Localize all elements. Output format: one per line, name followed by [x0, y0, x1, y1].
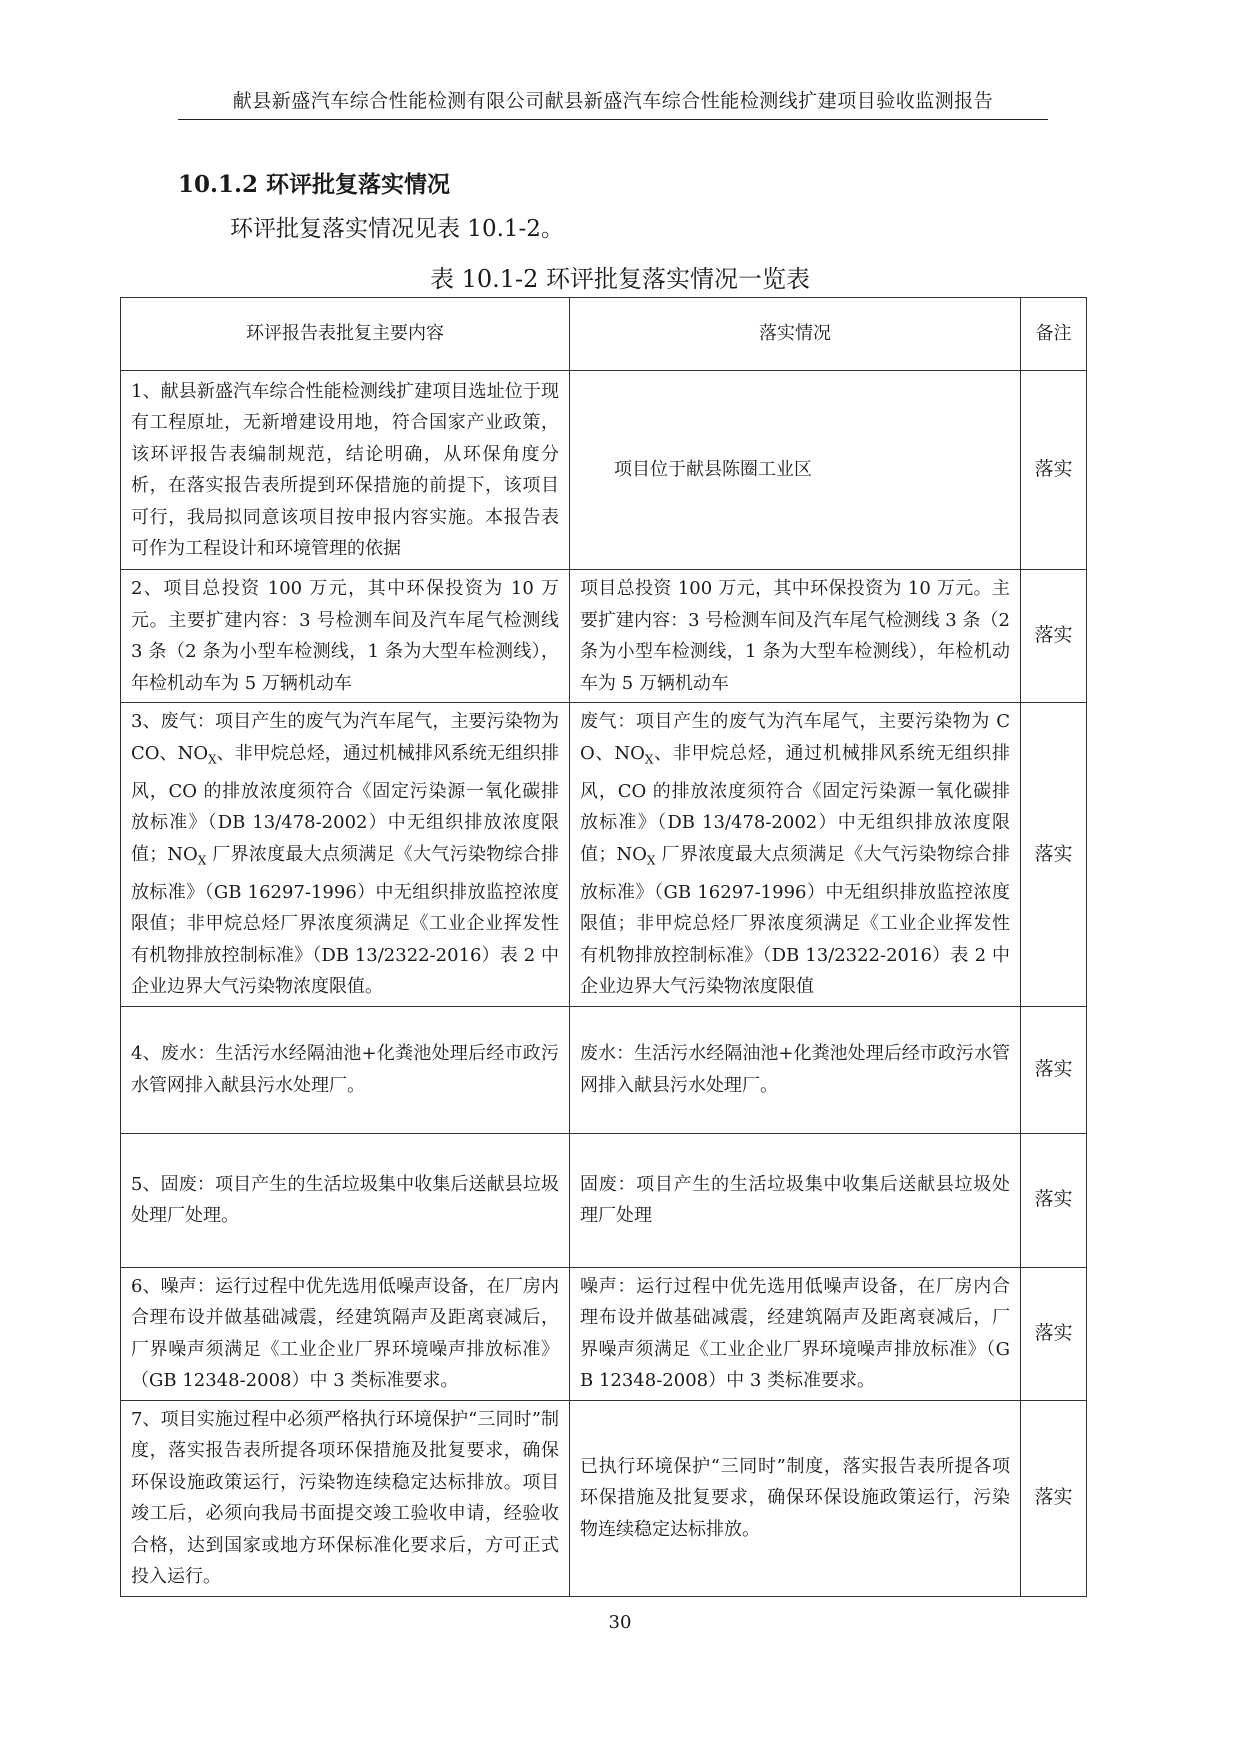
page-number: 30: [608, 1612, 632, 1633]
requirement-cell: 7、项目实施过程中必须严格执行环境保护“三同时”制度，落实报告表所提各项环保措施及批复要求，确保环保设施政策运行，污染物连续稳定达标排放。项目竣工后，必须向我局书面提交竣工验收申请，经验收合格，达到国家或地方环保标准化要求后，方可正式投入运行。: [121, 1400, 570, 1596]
table-row: [121, 371, 1087, 570]
table-row: [121, 1006, 1087, 1133]
requirement-cell: 6、噪声：运行过程中优先选用低噪声设备，在厂房内合理布设并做基础减震，经建筑隔声及距离衰减后，厂界噪声须满足《工业企业厂界环境噪声排放标准》（GB 12348-2008）中 3 类标准要求。: [121, 1267, 570, 1400]
note-cell: 落实: [1021, 570, 1087, 703]
implementation-cell: 项目总投资 100 万元，其中环保投资为 10 万元。主要扩建内容：3 号检测车间及汽车尾气检测线 3 条（2 条为小型车检测线，1 条为大型车检测线），年检机动车为 5 万辆机动车: [570, 570, 1021, 703]
report-header: 献县新盛汽车综合性能检测有限公司献县新盛汽车综合性能检测线扩建项目验收监测报告: [232, 90, 994, 112]
implementation-cell: 噪声：运行过程中优先选用低噪声设备，在厂房内合理布设并做基础减震，经建筑隔声及距离衰减后，厂界噪声须满足《工业企业厂界环境噪声排放标准》（GB 12348-2008）中 3 类标准要求。: [570, 1267, 1021, 1400]
requirement-cell: 5、固废：项目产生的生活垃圾集中收集后送献县垃圾处理厂处理。: [121, 1133, 570, 1267]
header-implementation: 落实情况: [570, 298, 1021, 371]
section-title: 10.1.2 环评批复落实情况: [178, 171, 451, 198]
note-cell: 落实: [1021, 1133, 1087, 1267]
requirement-cell: 3、废气：项目产生的废气为汽车尾气，主要污染物为 CO、$NO_X$、非甲烷总烃，通过机械排风系统无组织排风，CO 的排放浓度须符合《固定污染源一氧化碳排放标准》（DB 13/478-2002）中无组织排放浓度限值；$NO_X$ 厂界浓度最大点须满足《大气污染物综合排放标准》（GB 16297-1996）中无组织排放监控浓度限值；非甲烷总烃厂界浓度须满足《工业企业挥发性有机物排放控制标准》（DB 13/2322-2016）表 2 中企业边界大气污染物浓度限值。: [121, 703, 570, 1007]
table-row: [121, 1267, 1087, 1400]
approval-table: [120, 297, 1087, 1597]
section-intro: 环评批复落实情况见表 10.1-2。: [230, 216, 564, 242]
table-row: [121, 1400, 1087, 1596]
header-divider: [178, 119, 1048, 120]
table-header-row: [121, 298, 1087, 371]
table-row: [121, 703, 1087, 1007]
implementation-cell: 已执行环境保护“三同时”制度，落实报告表所提各项环保措施及批复要求，确保环保设施政策运行，污染物连续稳定达标排放。: [570, 1400, 1021, 1596]
implementation-cell: 项目位于献县陈圈工业区: [570, 371, 1021, 570]
implementation-cell: 废气：项目产生的废气为汽车尾气，主要污染物为 CO、$NO_X$、非甲烷总烃，通过机械排风系统无组织排风，CO 的排放浓度须符合《固定污染源一氧化碳排放标准》（DB 13/478-2002）中无组织排放浓度限值；$NO_X$ 厂界浓度最大点须满足《大气污染物综合排放标准》（GB 16297-1996）中无组织排放监控浓度限值；非甲烷总烃厂界浓度须满足《工业企业挥发性有机物排放控制标准》（DB 13/2322-2016）表 2 中企业边界大气污染物浓度限值: [570, 703, 1021, 1007]
implementation-cell: 固废：项目产生的生活垃圾集中收集后送献县垃圾处理厂处理: [570, 1133, 1021, 1267]
table-caption: 表 10.1-2 环评批复落实情况一览表: [429, 265, 811, 293]
requirement-cell: 2、项目总投资 100 万元，其中环保投资为 10 万元。主要扩建内容：3 号检测车间及汽车尾气检测线 3 条（2 条为小型车检测线，1 条为大型车检测线），年检机动车为 5 万辆机动车: [121, 570, 570, 703]
table-row: [121, 570, 1087, 703]
note-cell: 落实: [1021, 1006, 1087, 1133]
header-requirement: 环评报告表批复主要内容: [121, 298, 570, 371]
requirement-cell: 1、献县新盛汽车综合性能检测线扩建项目选址位于现有工程原址，无新增建设用地，符合国家产业政策，该环评报告表编制规范，结论明确，从环保角度分析，在落实报告表所提到环保措施的前提下，该项目可行，我局拟同意该项目按申报内容实施。本报告表可作为工程设计和环境管理的依据: [121, 371, 570, 570]
note-cell: 落实: [1021, 371, 1087, 570]
note-cell: 落实: [1021, 1400, 1087, 1596]
requirement-cell: 4、废水：生活污水经隔油池+化粪池处理后经市政污水管网排入献县污水处理厂。: [121, 1006, 570, 1133]
header-note: 备注: [1021, 298, 1087, 371]
note-cell: 落实: [1021, 703, 1087, 1007]
table-row: [121, 1133, 1087, 1267]
note-cell: 落实: [1021, 1267, 1087, 1400]
implementation-cell: 废水：生活污水经隔油池+化粪池处理后经市政污水管网排入献县污水处理厂。: [570, 1006, 1021, 1133]
